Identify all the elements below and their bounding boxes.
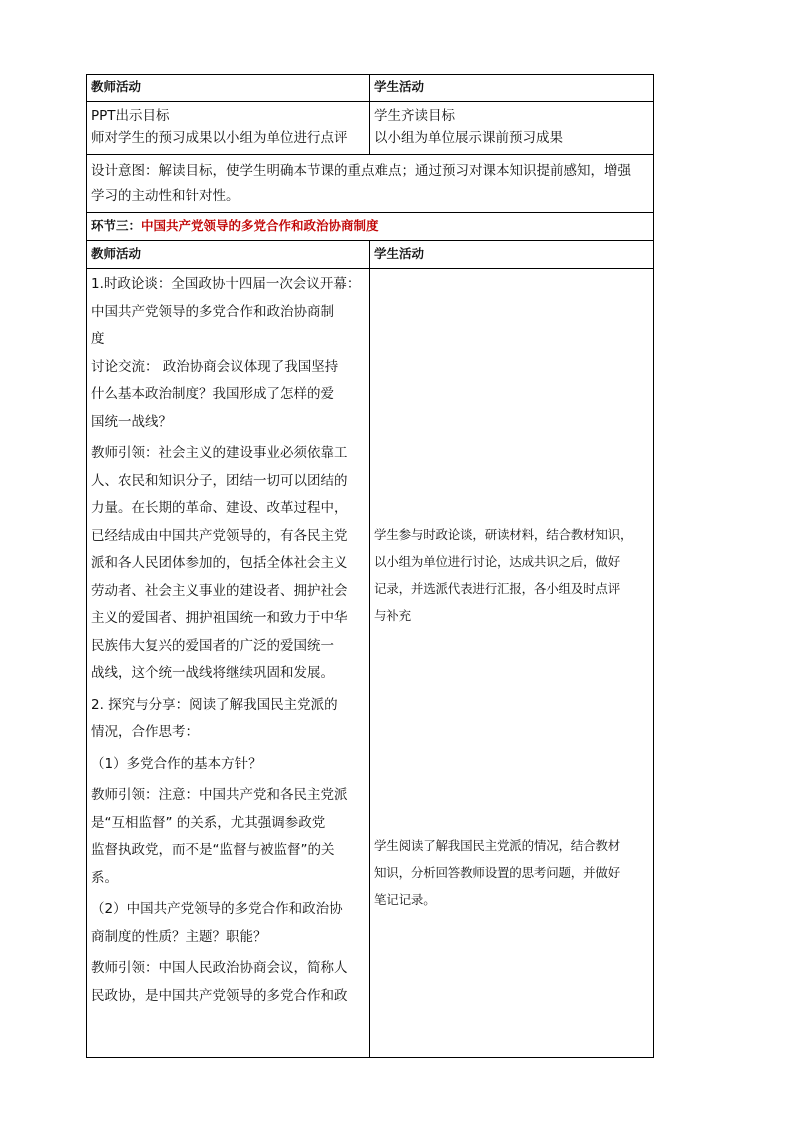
section-prefix: 环节三： [91, 218, 142, 233]
paragraph-line: 讨论交流： 政治协商会议体现了我国坚持 [91, 358, 339, 375]
student-line: 记录，并选派代表进行汇报，各小组及时点评 [374, 581, 621, 596]
design-intent-line: 学习的主动性和针对性。 [91, 188, 240, 204]
student-activity-header-2: 学生活动 [374, 246, 425, 261]
paragraph-line: 中国共产党领导的多党合作和政治协商制 [91, 303, 334, 320]
paragraph-line: 是“互相监督” 的关系，尤其强调参政党 [91, 814, 326, 831]
student-block-discussion [374, 521, 651, 629]
paragraph-line: 人、农民和知识分子，团结一切可以团结的 [91, 472, 348, 489]
student-line: 学生齐读目标 [374, 108, 455, 124]
student-line: 与补充 [374, 608, 411, 623]
paragraph-current-affairs [91, 271, 365, 436]
paragraph-line: 什么基本政治制度？我国形成了怎样的爱 [91, 386, 334, 402]
paragraph-line: （1）多党合作的基本方针？ [91, 755, 262, 772]
section-title-row [86, 212, 654, 240]
paragraph-line: 教师引领：注意：中国共产党和各民主党派 [91, 787, 348, 803]
paragraph-line: 情况，合作思考： [91, 724, 199, 740]
paragraph-line: 力量。在长期的革命、建设、改革过程中， [91, 500, 348, 516]
paragraph-line: 民政协，是中国共产党领导的多党合作和政 [91, 987, 348, 1004]
teacher-activity-header-2: 教师活动 [87, 241, 370, 268]
paragraph-line: 商制度的性质？主题？职能？ [91, 928, 267, 945]
paragraph-line: 度 [91, 331, 105, 347]
paragraph-line: （2）中国共产党领导的多党合作和政治协 [91, 901, 343, 917]
table1-content-row [86, 101, 654, 154]
paragraph-line: 2. 探究与分享：阅读了解我国民主党派的 [91, 696, 338, 713]
table2-header-row [86, 240, 654, 268]
table2-content-row [86, 268, 654, 1058]
section-name: 中国共产党领导的多党合作和政治协商制度 [141, 218, 379, 233]
teacher-line: PPT出示目标 [91, 108, 170, 124]
design-intent-line: 设计意图：解读目标，使学生明确本节课的重点难点；通过预习对课本知识提前感知，增强 [91, 163, 631, 179]
section-title [87, 213, 653, 240]
teacher-activity-header: 教师活动 [87, 75, 370, 101]
paragraph-line: 教师引领：社会主义的建设事业必须依靠工 [91, 445, 348, 461]
paragraph-line: 劳动者、社会主义事业的建设者、拥护社会 [91, 582, 348, 599]
student-line: 知识，分析回答教师设置的思考问题，并做好 [374, 865, 621, 880]
paragraph-teacher-guidance-2 [91, 782, 365, 892]
student-line: 以小组为单位进行讨论，达成共识之后，做好 [374, 554, 621, 569]
student-activity-cell-2 [370, 269, 653, 1057]
teacher-activity-cell-2 [87, 269, 370, 1057]
paragraph-line: 教师引领：中国人民政治协商会议，简称人 [91, 960, 348, 976]
paragraph-question-1 [91, 751, 365, 779]
student-line: 学生阅读了解我国民主党派的情况，结合教材 [374, 838, 621, 853]
paragraph-line: 主义的爱国者、拥护祖国统一和致力于中华 [91, 610, 348, 626]
student-line: 笔记记录。 [374, 892, 436, 907]
teacher-line: 师对学生的预习成果以小组为单位进行点评 [91, 130, 348, 146]
table1-header-row [86, 74, 654, 101]
design-intent-cell [87, 155, 653, 212]
design-intent-row [86, 154, 654, 212]
paragraph-line: 民族伟大复兴的爱国者的广泛的爱国统一 [91, 637, 334, 654]
paragraph-teacher-guidance-1 [91, 440, 365, 688]
student-activity-header: 学生活动 [374, 79, 425, 94]
paragraph-line: 监督执政党，而不是“监督与被监督”的关 [91, 842, 335, 858]
paragraph-line: 国统一战线？ [91, 413, 172, 430]
paragraph-line: 1.时政论谈：全国政协十四届一次会议开幕： [91, 276, 361, 292]
lesson-plan-page [86, 74, 654, 1058]
student-line: 以小组为单位展示课前预习成果 [374, 130, 563, 146]
paragraph-teacher-guidance-3 [91, 955, 365, 1010]
paragraph-line: 派和各人民团体参加的，包括全体社会主义 [91, 555, 348, 571]
teacher-activity-cell [87, 102, 370, 154]
student-line: 学生参与时政论谈，研读材料，结合教材知识， [374, 527, 633, 542]
paragraph-explore-share [91, 692, 365, 747]
student-activity-cell [370, 102, 653, 154]
student-block-reading [374, 832, 651, 913]
paragraph-line: 战线，这个统一战线将继续巩固和发展。 [91, 665, 334, 681]
paragraph-question-2 [91, 896, 365, 951]
paragraph-line: 系。 [91, 869, 118, 886]
paragraph-line: 已经结成由中国共产党领导的，有各民主党 [91, 527, 348, 544]
